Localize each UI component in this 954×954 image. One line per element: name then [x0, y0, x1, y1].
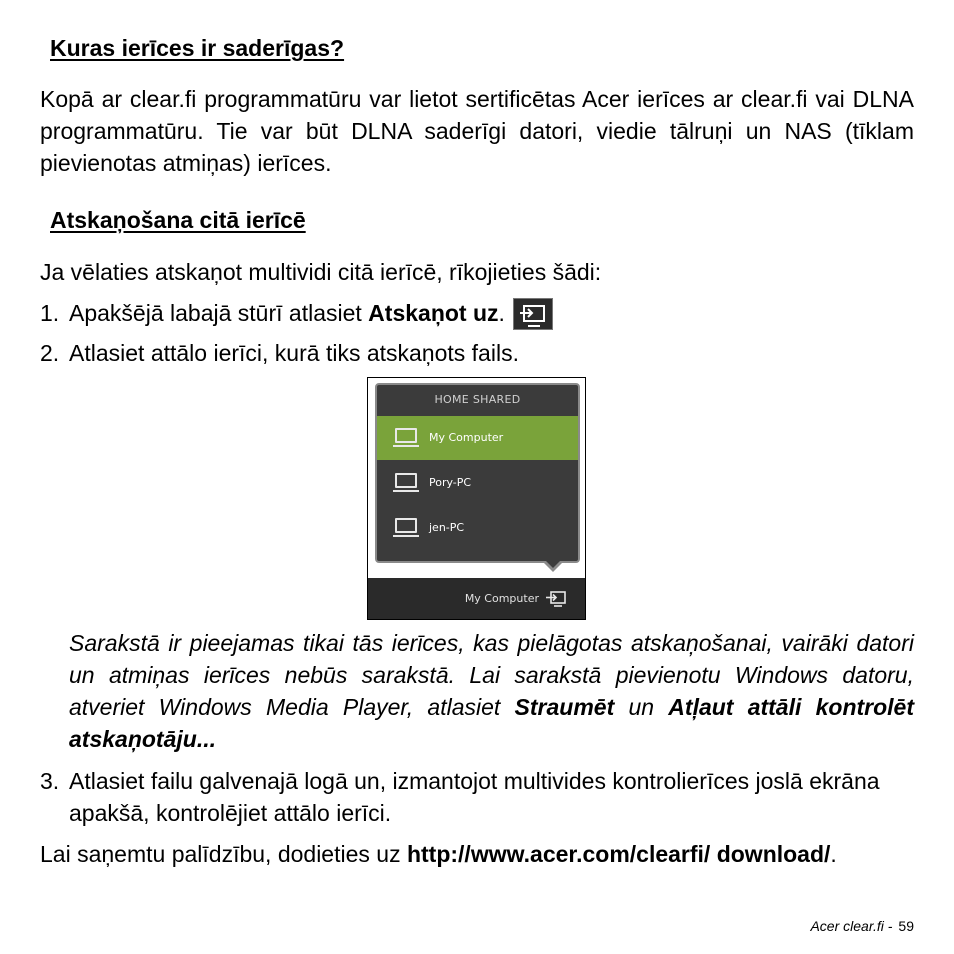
paragraph-intro: Ja vēlaties atskaņot multividi citā ierīcē, rīkojieties šādi: — [40, 259, 602, 285]
bold-term-allow-remote-control: Atļaut attāli kontrolēt atskaņotāju... — [69, 694, 914, 752]
device-label: jen-PC — [429, 521, 465, 534]
step-number: 2. — [40, 340, 60, 366]
device-list-popup — [375, 383, 580, 563]
paragraph-compatible-devices: Kopā ar clear.fi programmatūru var lietot sertificētas Acer ierīces ar clear.fi vai DLNA programmatūru. Tie var būt DLNA saderīgi datori, viedie tālruņi un NAS (tīklam pievienotas atmiņas) ierīces. — [40, 86, 914, 176]
bold-term-play-to: Atskaņot uz — [368, 300, 499, 326]
section-heading-play-to-device: Atskaņošana citā ierīcē — [50, 207, 306, 233]
step-text: Apakšējā labajā stūrī atlasiet Atskaņot uz. — [69, 297, 914, 330]
monitor-icon — [395, 428, 417, 443]
step-1 — [40, 297, 914, 330]
monitor-icon — [395, 518, 417, 533]
device-label: Pory-PC — [429, 476, 472, 489]
device-item-my-computer[interactable] — [377, 416, 578, 460]
play-to-icon[interactable] — [545, 591, 567, 608]
step-text: Atlasiet failu galvenajā logā un, izmantojot multivides kontrolierīces joslā ekrāna apakšā, kontrolējiet attālo ierīci. — [69, 768, 880, 826]
help-link[interactable]: http://www.acer.com/clearfi/ download/ — [406, 841, 831, 867]
step-3 — [40, 765, 914, 829]
step-2 — [40, 337, 914, 369]
step-number: 3. — [40, 768, 60, 794]
play-to-bar — [368, 578, 585, 620]
device-item-jen-pc[interactable] — [377, 506, 578, 550]
footer-label: Acer clear.fi - — [810, 918, 893, 934]
popup-arrow-fill — [545, 560, 561, 568]
device-item-pory-pc[interactable] — [377, 461, 578, 505]
play-to-icon — [513, 298, 553, 330]
page-footer — [810, 918, 914, 934]
bold-term-stream: Straumēt — [514, 694, 615, 720]
note-paragraph: Sarakstā ir pieejamas tikai tās ierīces, kas pielāgotas atskaņošanai, vairāki datori un atmiņas ierīces nebūs sarakstā. Lai sarakstā pievienotu Windows datoru, atveriet Windows Media Player, atlasiet Straumēt un Atļaut attāli kontrolēt atskaņotāju... — [69, 630, 914, 752]
help-paragraph: Lai saņemtu palīdzību, dodieties uz http://www.acer.com/clearfi/ download/. — [40, 841, 837, 867]
play-to-screenshot — [367, 377, 586, 620]
step-number: 1. — [40, 300, 60, 326]
play-to-bar-label: My Computer — [464, 592, 539, 605]
step-text: Atlasiet attālo ierīci, kurā tiks atskaņots fails. — [69, 340, 519, 366]
popup-header: HOME SHARED — [434, 393, 521, 406]
device-label: My Computer — [429, 431, 504, 444]
page-number: 59 — [898, 918, 914, 934]
monitor-icon — [395, 473, 417, 488]
section-heading-compatible-devices: Kuras ierīces ir saderīgas? — [50, 35, 345, 61]
